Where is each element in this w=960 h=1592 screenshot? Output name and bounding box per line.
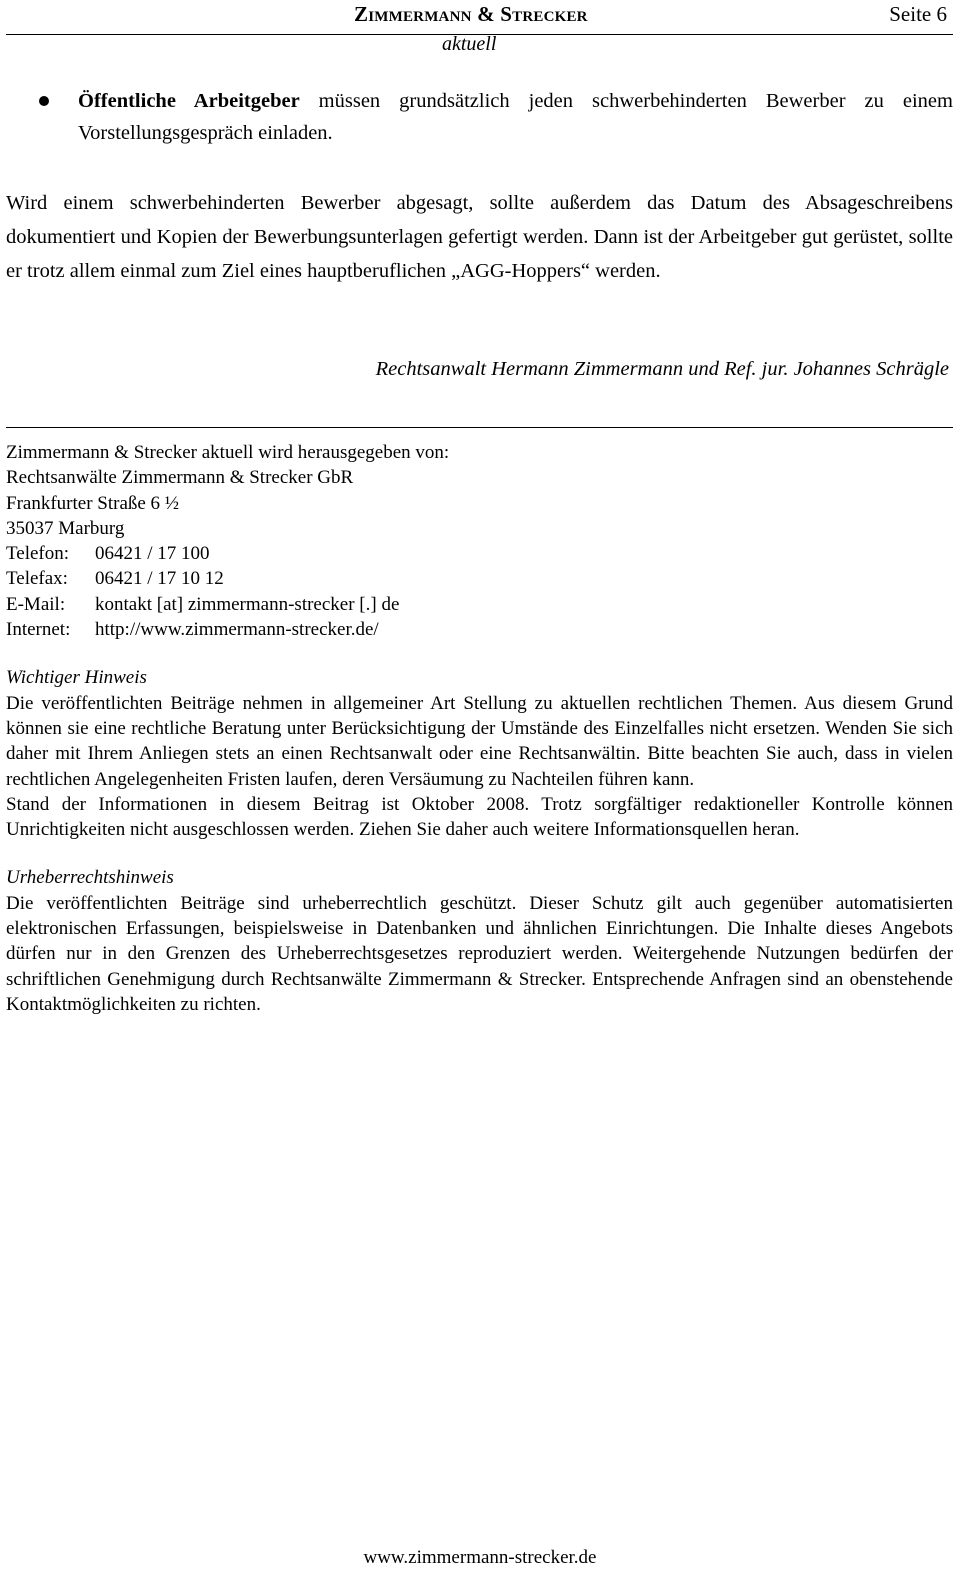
publisher-street: Frankfurter Straße 6 ½ [6, 492, 180, 514]
bullet-text [78, 85, 953, 149]
publisher-line: Zimmermann & Strecker aktuell wird herausgegeben von: [6, 442, 450, 463]
author-signature: Rechtsanwalt Hermann Zimmermann und Ref. jur. Johannes Schrägle [375, 358, 949, 380]
publisher-name: Rechtsanwälte Zimmermann & Strecker GbR [6, 467, 354, 489]
imprint-section [6, 440, 953, 1017]
phone-row [6, 541, 953, 566]
notice-paragraph: Die veröffentlichten Beiträge nehmen in allgemeiner Art Stellung zu aktuellen rechtlichen Themen. Aus diesem Grund können sie eine rechtliche Beratung unter Berücksichtigung der Umstände des Einzelfalles nicht ersetzen. Wenden Sie sich daher mit Ihrem Anliegen stets an einen Rechtsanwalt oder eine Rechtsanwältin. Bitte beachten Sie auch, dass in vielen rechtlichen Angelegenheiten Fristen laufen, deren Versäumung zu Nachteilen führen kann. [6, 692, 953, 790]
phone-value: 06421 / 17 100 [95, 543, 210, 565]
bullet-body: müssen grundsätzlich jeden schwerbehinderten Bewerber zu einem Vorstellungsgespräch einladen. [78, 90, 953, 144]
body-paragraph: Wird einem schwerbehinderten Bewerber abgesagt, sollte außerdem das Datum des Absageschreibens dokumentiert und Kopien der Bewerbungsunterlagen gefertigt werden. Dann ist der Arbeitgeber gut gerüstet, sollte er trotz allem einmal zum Ziel eines hauptberuflichen „AGG-Hoppers“ werden. [6, 192, 953, 282]
bullet-bold-lead: Öffentliche Arbeitgeber [78, 90, 300, 112]
document-page [6, 0, 953, 1015]
fax-value: 06421 / 17 10 12 [95, 568, 224, 590]
fax-label: Telefax: [6, 568, 68, 590]
email-value: kontakt [at] zimmermann-strecker [.] de [95, 593, 400, 615]
web-row [6, 617, 953, 642]
web-label: Internet: [6, 619, 71, 641]
bullet-item [6, 85, 953, 149]
copyright-paragraph: Die veröffentlichten Beiträge sind urheberrechtlich geschützt. Dieser Schutz gilt auch gegenüber automatisierten elektronischen Erfassungen, beispielsweise in Datenbanken und ähnlichen Einrichtungen. Die Inhalte dieses Angebots dürfen nur in den Grenzen des Urheberrechtsgesetzes reproduziert werden. Weitergehende Nutzungen bedürfen der schriftlichen Genehmigung durch Rechtsanwälte Zimmermann & Strecker. Entsprechende Anfragen sind an obenstehende Kontaktmöglichkeiten zu richten. [6, 892, 953, 1015]
page-header [6, 0, 953, 35]
email-label: E-Mail: [6, 593, 66, 615]
notice-status-paragraph: Stand der Informationen in diesem Beitrag ist Oktober 2008. Trotz sorgfältiger redaktioneller Kontrolle können Unrichtigkeiten nicht ausgeschlossen werden. Ziehen Sie daher auch weitere Informationsquellen heran. [6, 793, 953, 841]
phone-label: Telefon: [6, 543, 70, 565]
copyright-heading: Urheberrechtshinweis [6, 867, 174, 889]
footer-url[interactable]: www.zimmermann-strecker.de [363, 1547, 597, 1568]
divider [6, 427, 953, 428]
email-row [6, 592, 953, 617]
brand-title: Zimmermann & Strecker [354, 2, 588, 26]
bullet-icon [39, 96, 49, 106]
publisher-city: 35037 Marburg [6, 517, 125, 539]
fax-row [6, 566, 953, 591]
page-number: Seite 6 [889, 2, 947, 26]
newsletter-subtitle: aktuell [442, 33, 497, 55]
notice-heading: Wichtiger Hinweis [6, 667, 147, 689]
web-link[interactable]: http://www.zimmermann-strecker.de/ [95, 619, 379, 641]
